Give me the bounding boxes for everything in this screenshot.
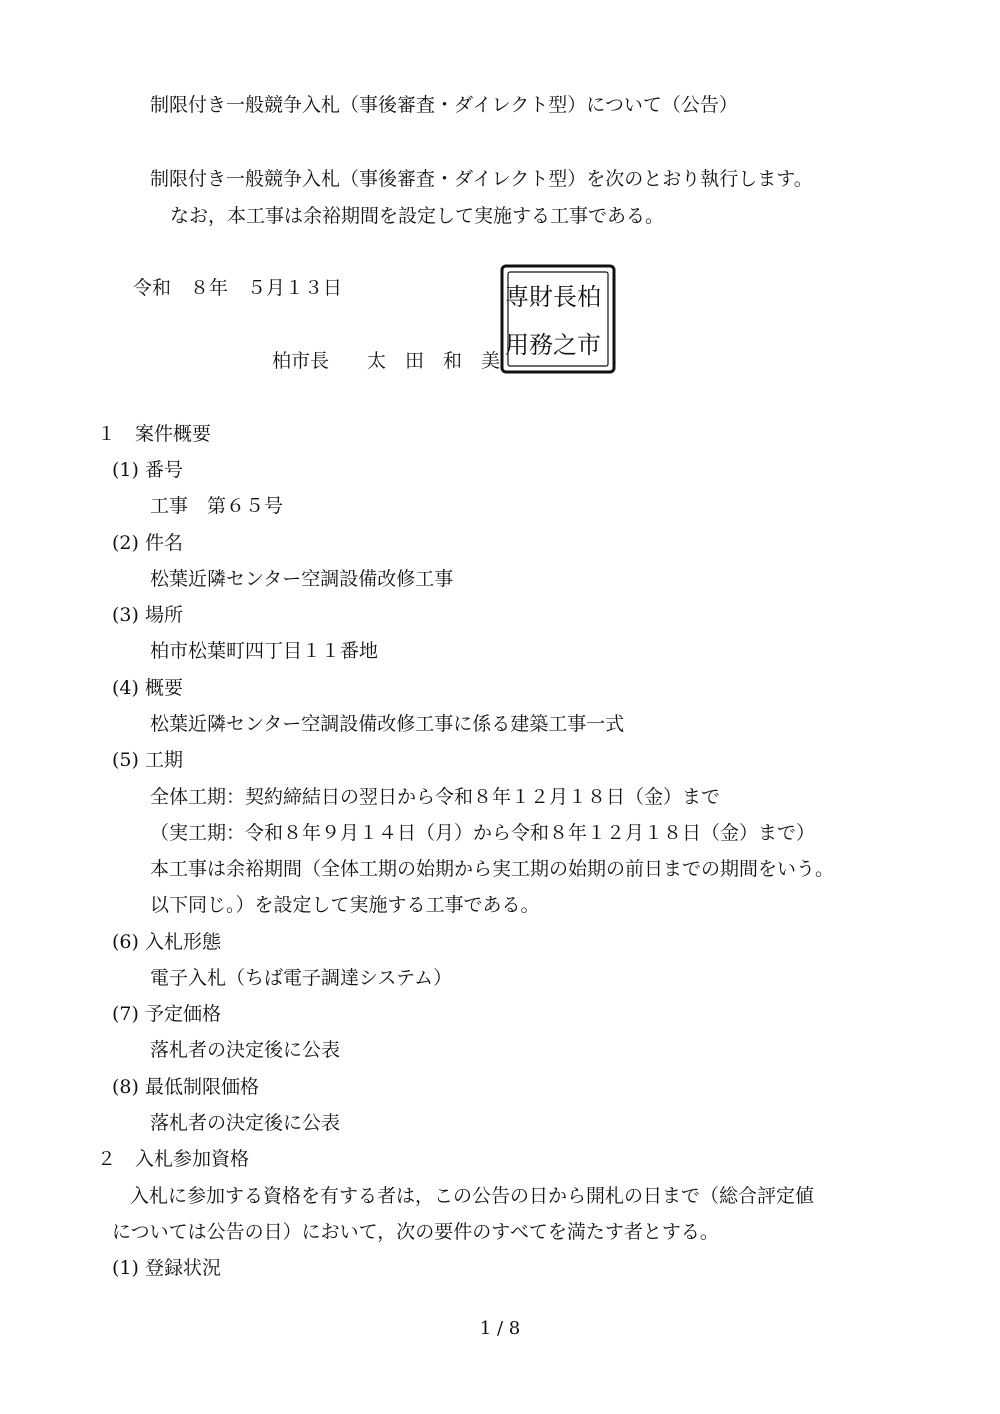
item-value-bid-format: 電子入札（ちば電子調達システム） xyxy=(150,967,453,989)
seal-char: 柏 xyxy=(577,283,601,311)
official-seal-icon xyxy=(499,263,617,375)
item-label-period: (5) 工期 xyxy=(112,749,183,771)
seal-char: 長 xyxy=(553,283,577,311)
seal-char: 之 xyxy=(553,331,577,359)
item-value-overview: 松葉近隣センター空調設備改修工事に係る建築工事一式 xyxy=(150,713,625,735)
item-value-period-note-2: 以下同じ。）を設定して実施する工事である。 xyxy=(150,894,540,916)
item-label-location: (3) 場所 xyxy=(112,604,183,626)
document-title: 制限付き一般競争入札（事後審査・ダイレクト型）について（公告） xyxy=(150,94,738,116)
seal-char: 専 xyxy=(505,283,529,311)
item-label-registration: (1) 登録状況 xyxy=(112,1257,221,1279)
section-1-heading: １ 案件概要 xyxy=(97,423,212,445)
signatory-name: 柏市長 太 田 和 美 xyxy=(272,350,501,372)
item-value-period-note-1: 本工事は余裕期間（全体工期の始期から実工期の始期の前日までの期間をいう。 xyxy=(150,858,835,880)
item-label-planned-price: (7) 予定価格 xyxy=(112,1003,221,1025)
page-number: 1 / 8 xyxy=(479,1318,521,1339)
section-2-heading: ２ 入札参加資格 xyxy=(97,1148,250,1170)
item-value-number: 工事 第６５号 xyxy=(150,495,284,517)
item-label-min-price: (8) 最低制限価格 xyxy=(112,1076,259,1098)
intro-line-1: 制限付き一般競争入札（事後審査・ダイレクト型）を次のとおり執行します。 xyxy=(150,168,813,190)
intro-line-2: なお，本工事は余裕期間を設定して実施する工事である。 xyxy=(170,205,665,227)
seal-char: 財 xyxy=(529,283,553,311)
seal-char: 市 xyxy=(577,331,601,359)
section-2-paragraph-line-2: については公告の日）において，次の要件のすべてを満たす者とする。 xyxy=(112,1221,719,1243)
item-value-subject: 松葉近隣センター空調設備改修工事 xyxy=(150,568,454,590)
seal-char: 用 xyxy=(505,331,529,359)
item-label-subject: (2) 件名 xyxy=(112,532,183,554)
item-value-planned-price: 落札者の決定後に公表 xyxy=(150,1039,341,1061)
seal-char: 務 xyxy=(529,331,553,359)
item-value-location: 柏市松葉町四丁目１１番地 xyxy=(150,640,379,662)
item-value-period-actual: （実工期：令和８年９月１４日（月）から令和８年１２月１８日（金）まで） xyxy=(150,822,816,844)
notice-date: 令和 ８年 ５月１３日 xyxy=(133,277,343,299)
item-label-overview: (4) 概要 xyxy=(112,677,183,699)
section-2-paragraph-line-1: 入札に参加する資格を有する者は，この公告の日から開札の日まで（総合評定値 xyxy=(130,1185,815,1207)
item-value-period-total: 全体工期：契約締結日の翌日から令和８年１２月１８日（金）まで xyxy=(150,786,721,808)
item-label-number: (1) 番号 xyxy=(112,459,183,481)
item-label-bid-format: (6) 入札形態 xyxy=(112,931,221,953)
item-value-min-price: 落札者の決定後に公表 xyxy=(150,1112,341,1134)
